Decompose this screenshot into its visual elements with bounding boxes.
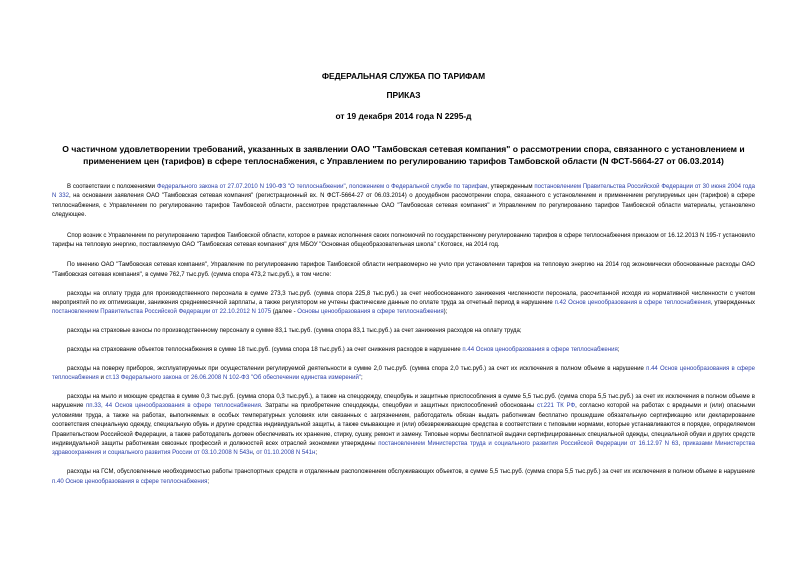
- text-run: , на основании заявления ОАО "Тамбовская сетевая компания" (регистрационный вх. N ФСТ-5664-27 от 06.03.2014) о досудебном рассмотрении спора, связанного с установлением и применением регулируемых цен (тарифов) в сфере теплоснабжения, с Управлением по регулированию тарифов Тамбовской области, рассмотрев представленные ОАО "Тамбовская сетевая компания" и Управлением по регулированию тарифов Тамбовской области материалы, установлено следующее.: [52, 193, 755, 219]
- link-federal-law-102-art13[interactable]: ст.13 Федерального закона от 26.06.2008 N 102-ФЗ "Об обеспечении единства измерений": [105, 375, 361, 382]
- text-run: ,: [252, 450, 257, 457]
- text-run: ,: [345, 184, 350, 190]
- paragraph-claim: По мнению ОАО "Тамбовская сетевая компания", Управление по регулированию тарифов Тамбовской области неправомерно не учло при установлении тарифов на тепловую энергию на 2014 год экономически обоснованные расходы ОАО "Тамбовская сетевая компания", в сумме 762,7 тыс.руб. (сумма спора 473,2 тыс.руб.), в том числе:: [52, 262, 755, 278]
- text-run: расходы на страхование объектов теплоснабжения в сумме 18 тыс.руб. (сумма спора 18 тыс.руб.) за счет снижения расходов в нарушение: [67, 347, 463, 354]
- link-p44-pricing-basics[interactable]: п.44 Основ ценообразования в сфере теплоснабжения: [462, 347, 618, 354]
- link-minzdrav-order-543n[interactable]: приказами Министерства здравоохранения и социального развития России от 03.10.2008 N 543н: [52, 441, 755, 457]
- text-run: , согласно которой на работах с вредными и (или) опасными условиями труда, а также на работах, выполняемых в особых температурных условиях или связанных с загрязнением, работодатель обязан выдать работникам бесплатно прошедшие обязательную сертификацию или декларирование соответствия специальную одежду, специальную обувь и другие средства индивидуальной защиты, а также смывающие и (или) обезвреживающие средства в соответствии с типовыми нормами, которые устанавливаются в порядке, определяемом Правительством Российской Федерации, а также работодатель должен обеспечивать их хранение, стирку, сушку, ремонт и замену. Типовые нормы бесплатной выдачи сертифицированных специальной одежды, специальной обуви и других средств индивидуальной защиты работникам сквозных профессий и должностей всех отраслей экономики утверждены: [52, 403, 756, 448]
- paragraph-fuel-costs: [52, 468, 755, 487]
- text-run: . Затраты на приобретение спецодежды, спецобуви и защитных приспособлений обоснованы: [260, 403, 537, 410]
- text-run: расходы на поверку приборов, эксплуатируемых при осуществлении регулируемой деятельности в сумме 2,0 тыс.руб. (сумма спора 2,0 тыс.руб.) за счет их исключения в полном объеме в нарушение: [67, 365, 647, 372]
- link-p40-pricing-basics[interactable]: п.40 Основ ценообразования в сфере теплоснабжения: [52, 478, 208, 485]
- text-run: и: [98, 375, 106, 382]
- paragraph-workwear: [52, 393, 755, 459]
- text-run: ;: [207, 478, 210, 485]
- text-run: , утвержденным: [487, 184, 535, 190]
- text-run: ;: [360, 375, 363, 382]
- link-federal-law-190[interactable]: Федерального закона от 27.07.2010 N 190-ФЗ "О теплоснабжении": [156, 184, 346, 190]
- link-pp33-44-pricing-basics[interactable]: пп.33, 44 Основ ценообразования в сфере теплоснабжения: [86, 403, 261, 410]
- link-p42-pricing-basics[interactable]: п.42 Основ ценообразования в сфере теплоснабжения: [554, 300, 711, 307]
- paragraph-property-insurance: [52, 346, 755, 355]
- paragraph-dispute: Спор возник с Управлением по регулированию тарифов Тамбовской области, которое в рамках исполнения своих полномочий по государственному регулированию тарифов в сфере теплоснабжения приказом от 16.12.2013 N 195-т установило тарифы на тепловую энергию, поставляемую ОАО "Тамбовская сетевая компания" для МБОУ "Основная общеобразовательная школа" г.Котовск, на 2014 год.: [52, 232, 755, 249]
- link-minzdrav-order-541n[interactable]: от 01.10.2008 N 541н: [256, 450, 316, 457]
- link-government-decree-1075[interactable]: постановлением Правительства Российской Федерации от 22.10.2012 N 1075: [52, 309, 272, 316]
- text-run: );: [443, 309, 448, 316]
- document-body: [52, 183, 755, 496]
- document-type-heading: ПРИКАЗ: [386, 90, 421, 100]
- text-run: В соответствии с положениями: [67, 184, 157, 190]
- agency-heading: ФЕДЕРАЛЬНАЯ СЛУЖБА ПО ТАРИФАМ: [321, 71, 486, 81]
- text-run: ;: [617, 347, 620, 354]
- text-run: (далее -: [271, 309, 298, 316]
- paragraph-insurance-contributions: расходы на страховые взносы по производственному персоналу в сумме 83,1 тыс.руб. (сумма спора 83,1 тыс.руб.) за счет занижения расходов на оплату труда;: [67, 328, 522, 335]
- paragraph-instrument-verification: [52, 365, 755, 384]
- link-pricing-basics[interactable]: Основы ценообразования в сфере теплоснабжения: [297, 309, 444, 316]
- text-run: , утвержденных: [710, 300, 755, 307]
- link-p44-pricing-basics-2[interactable]: п.44 Основ ценообразования в сфере теплоснабжения: [52, 365, 756, 382]
- text-run: расходы на оплату труда для производственного персонала в сумме 273,3 тыс.руб. (сумма спора 225,8 тыс.руб.) за счет необоснованного занижения численности персонала, рассчитанной исходя из нормативной численности с учетом мероприятий по их оптимизации, занижения среднемесячной зарплаты, а также регулятором не учтены фактические данные по оплате труда за отчетный период в нарушение: [52, 290, 755, 307]
- document-title: О частичном удовлетворении требований, указанных в заявлении ОАО "Тамбовская сетевая компания" о рассмотрении спора, связанного с установлением и применением цен (тарифов) в сфере теплоснабжения, с Управлением по регулированию тарифов Тамбовской области (N ФСТ-5664-27 от 06.03.2014): [62, 144, 745, 166]
- link-government-decree-332[interactable]: постановлением Правительства Российской Федерации от 30 июня 2004 года N 332: [52, 184, 755, 200]
- text-run: ;: [315, 450, 318, 457]
- paragraph-labor-costs: [52, 290, 755, 318]
- text-run: расходы на ГСМ, обусловленные необходимостью работы транспортных средств и отдаленным расположением обслуживающих объектов, в сумме 5,5 тыс.руб. (сумма спора 5,5 тыс.руб.) за счет их исключения в полном объеме в нарушение: [67, 469, 755, 476]
- paragraph-basis: [52, 183, 755, 221]
- link-fst-regulation[interactable]: положением о Федеральной службе по тарифам: [349, 184, 488, 190]
- document-date-number: от 19 декабря 2014 года N 2295-д: [335, 111, 472, 121]
- link-mintrud-decree-63[interactable]: постановлением Министерства труда и социального развития Российской Федерации от 16.12.97 N 63: [378, 441, 679, 448]
- text-run: ,: [678, 441, 683, 448]
- text-run: расходы на мыло и моющие средства в сумме 0,3 тыс.руб. (сумма спора 0,3 тыс.руб.), а также на спецодежду, спецобувь и защитные приспособления в сумме 5,5 тыс.руб. (сумма спора 5,5 тыс.руб.) за счет их исключения в полном объеме в нарушение: [52, 394, 755, 410]
- link-labor-code-art221[interactable]: ст.221 ТК РФ: [536, 403, 576, 410]
